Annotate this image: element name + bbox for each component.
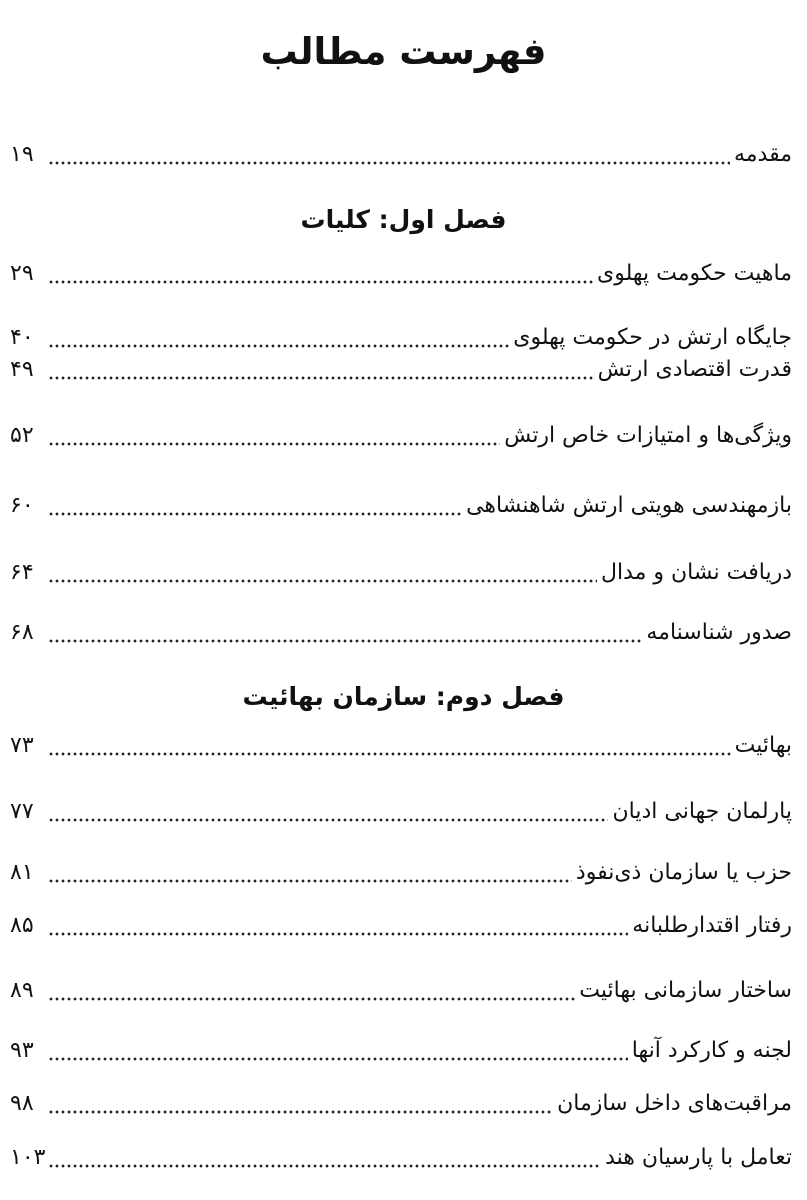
- toc-entry[interactable]: [10, 350, 792, 390]
- dot-leader: [48, 853, 572, 893]
- dot-leader: [48, 971, 575, 1011]
- toc-page-number: ۶۸: [10, 620, 34, 645]
- dot-leader: [48, 1084, 553, 1124]
- toc-page-number: ۱۰۳: [10, 1145, 46, 1170]
- dot-leader: [48, 350, 594, 390]
- toc-page-number: ۴۰: [10, 325, 34, 350]
- toc-page-number: ۹۸: [10, 1091, 34, 1116]
- toc-entry[interactable]: [10, 792, 792, 832]
- toc-page-number: ۱۹: [10, 142, 34, 167]
- toc-entry[interactable]: [10, 416, 792, 456]
- toc-entry-title: بازمهندسی هویتی ارتش شاهنشاهی: [466, 493, 792, 518]
- dot-leader: [48, 726, 731, 766]
- toc-entry[interactable]: [10, 906, 792, 946]
- dot-leader: [48, 254, 593, 294]
- dot-leader: [48, 553, 597, 593]
- toc-entry-title: جایگاه ارتش در حکومت پهلوی: [513, 325, 792, 350]
- toc-entry-title: بهائیت: [734, 733, 792, 758]
- toc-page-number: ۷۷: [10, 799, 34, 824]
- toc-entry-title: تعامل با پارسیان هند: [605, 1145, 792, 1170]
- dot-leader: [48, 1031, 628, 1071]
- toc-entry-title: دریافت نشان و مدال: [600, 560, 792, 585]
- toc-page-number: ۹۳: [10, 1038, 34, 1063]
- toc-entry[interactable]: [10, 254, 792, 294]
- dot-leader: [48, 906, 628, 946]
- toc-entry-title: قدرت اقتصادی ارتش: [597, 357, 792, 382]
- toc-entry-title: پارلمان جهانی ادیان: [612, 799, 792, 824]
- toc-page-number: ۲۹: [10, 261, 34, 286]
- dot-leader: [48, 1138, 601, 1178]
- toc-entry[interactable]: [10, 1084, 792, 1124]
- dot-leader: [48, 792, 608, 832]
- toc-page-number: ۸۵: [10, 913, 34, 938]
- toc-entry-title: ماهیت حکومت پهلوی: [597, 261, 792, 286]
- toc-entry-title: مراقبت‌های داخل سازمان: [557, 1091, 792, 1116]
- toc-entry[interactable]: [10, 853, 792, 893]
- toc-entry-title: حزب یا سازمان ذی‌نفوذ: [575, 860, 792, 885]
- toc-entry[interactable]: [10, 1138, 792, 1178]
- toc-entry-title: ساختار سازمانی بهائیت: [579, 978, 792, 1003]
- toc-entry-title: صدور شناسنامه: [646, 620, 792, 645]
- toc-entry[interactable]: [10, 613, 792, 653]
- chapter-two-heading: فصل دوم: سازمان بهائیت: [242, 682, 565, 711]
- toc-entry[interactable]: [10, 553, 792, 593]
- toc-entry[interactable]: [10, 486, 792, 526]
- toc-entry-title: لجنه و کارکرد آنها: [631, 1038, 792, 1063]
- dot-leader: [48, 486, 462, 526]
- toc-page-number: ۴۹: [10, 357, 34, 382]
- toc-entry[interactable]: [10, 726, 792, 766]
- toc-page-number: ۶۴: [10, 560, 34, 585]
- toc-entry[interactable]: [10, 1031, 792, 1071]
- toc-entry[interactable]: [10, 971, 792, 1011]
- page-title: فهرست مطالب: [260, 30, 547, 73]
- toc-page-number: ۸۱: [10, 860, 34, 885]
- toc-entry-title: مقدمه: [733, 142, 792, 167]
- toc-page-number: ۵۲: [10, 423, 34, 448]
- toc-page-number: ۶۰: [10, 493, 34, 518]
- toc-entry-title: ویژگی‌ها و امتیازات خاص ارتش: [504, 423, 792, 448]
- toc-page-number: ۸۹: [10, 978, 34, 1003]
- dot-leader: [48, 416, 500, 456]
- toc-entry-title: رفتار اقتدارطلبانه: [632, 913, 792, 938]
- dot-leader: [48, 613, 642, 653]
- dot-leader: [48, 135, 730, 175]
- chapter-one-heading: فصل اول: کلیات: [300, 205, 507, 234]
- toc-page-number: ۷۳: [10, 733, 34, 758]
- toc-entry-introduction[interactable]: [10, 135, 792, 175]
